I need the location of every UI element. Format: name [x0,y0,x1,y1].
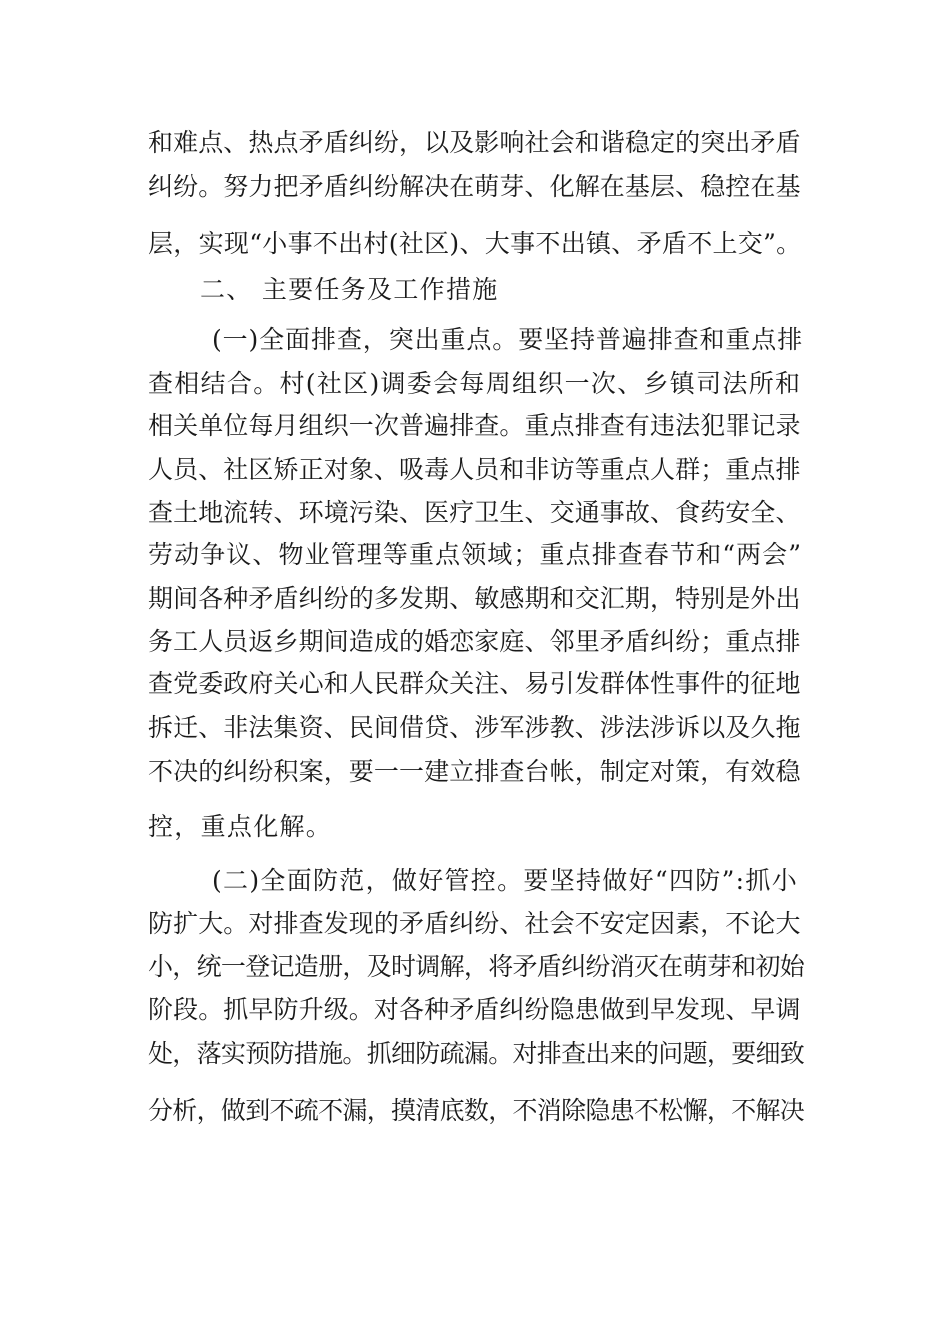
text-line: 分析，做到不疏不漏，摸清底数，不消除隐患不松懈，不解决 [148,1096,805,1125]
text-line: 拆迁、非法集资、民间借贷、涉军涉教、涉法涉诉以及久拖 [148,713,801,742]
text-line: 不决的纠纷积案，要一一建立排查台帐，制定对策，有效稳 [148,757,801,786]
section-heading: 二、 主要任务及工作措施 [200,275,499,304]
text-line: 劳动争议、物业管理等重点领域；重点排查春节和“两会” [148,540,803,569]
text-line: 相关单位每月组织一次普遍排查。重点排查有违法犯罪记录 [148,411,801,440]
text-line: 层，实现“小事不出村(社区)、大事不出镇、矛盾不上交”。 [148,229,802,258]
text-line: 和难点、热点矛盾纠纷，以及影响社会和谐稳定的突出矛盾 [148,128,801,157]
text-line: 纠纷。努力把矛盾纠纷解决在萌芽、化解在基层、稳控在基 [148,172,801,201]
text-line: 查相结合。村(社区)调委会每周组织一次、乡镇司法所和 [148,369,802,398]
text-line: 人员、社区矫正对象、吸毒人员和非访等重点人群；重点排 [148,455,801,484]
text-line: 期间各种矛盾纠纷的多发期、敏感期和交汇期，特别是外出 [148,584,801,613]
text-line: 小，统一登记造册，及时调解，将矛盾纠纷消灭在萌芽和初始 [148,952,805,981]
text-line: (一)全面排查，突出重点。要坚持普遍排查和重点排 [212,325,804,354]
text-line: 阶段。抓早防升级。对各种矛盾纠纷隐患做到早发现、早调 [148,995,801,1024]
text-line: 查土地流转、环境污染、医疗卫生、交通事故、食药安全、 [148,498,801,527]
text-line: 控，重点化解。 [148,812,333,841]
text-line: 查党委政府关心和人民群众关注、易引发群体性事件的征地 [148,669,801,698]
text-line: 处，落实预防措施。抓细防疏漏。对排查出来的问题，要细致 [148,1039,805,1068]
text-line: 务工人员返乡期间造成的婚恋家庭、邻里矛盾纠纷；重点排 [148,627,801,656]
text-line: (二)全面防范，做好管控。要坚持做好“四防”:抓小 [212,866,798,895]
text-line: 防扩大。对排查发现的矛盾纠纷、社会不安定因素，不论大 [148,909,801,938]
